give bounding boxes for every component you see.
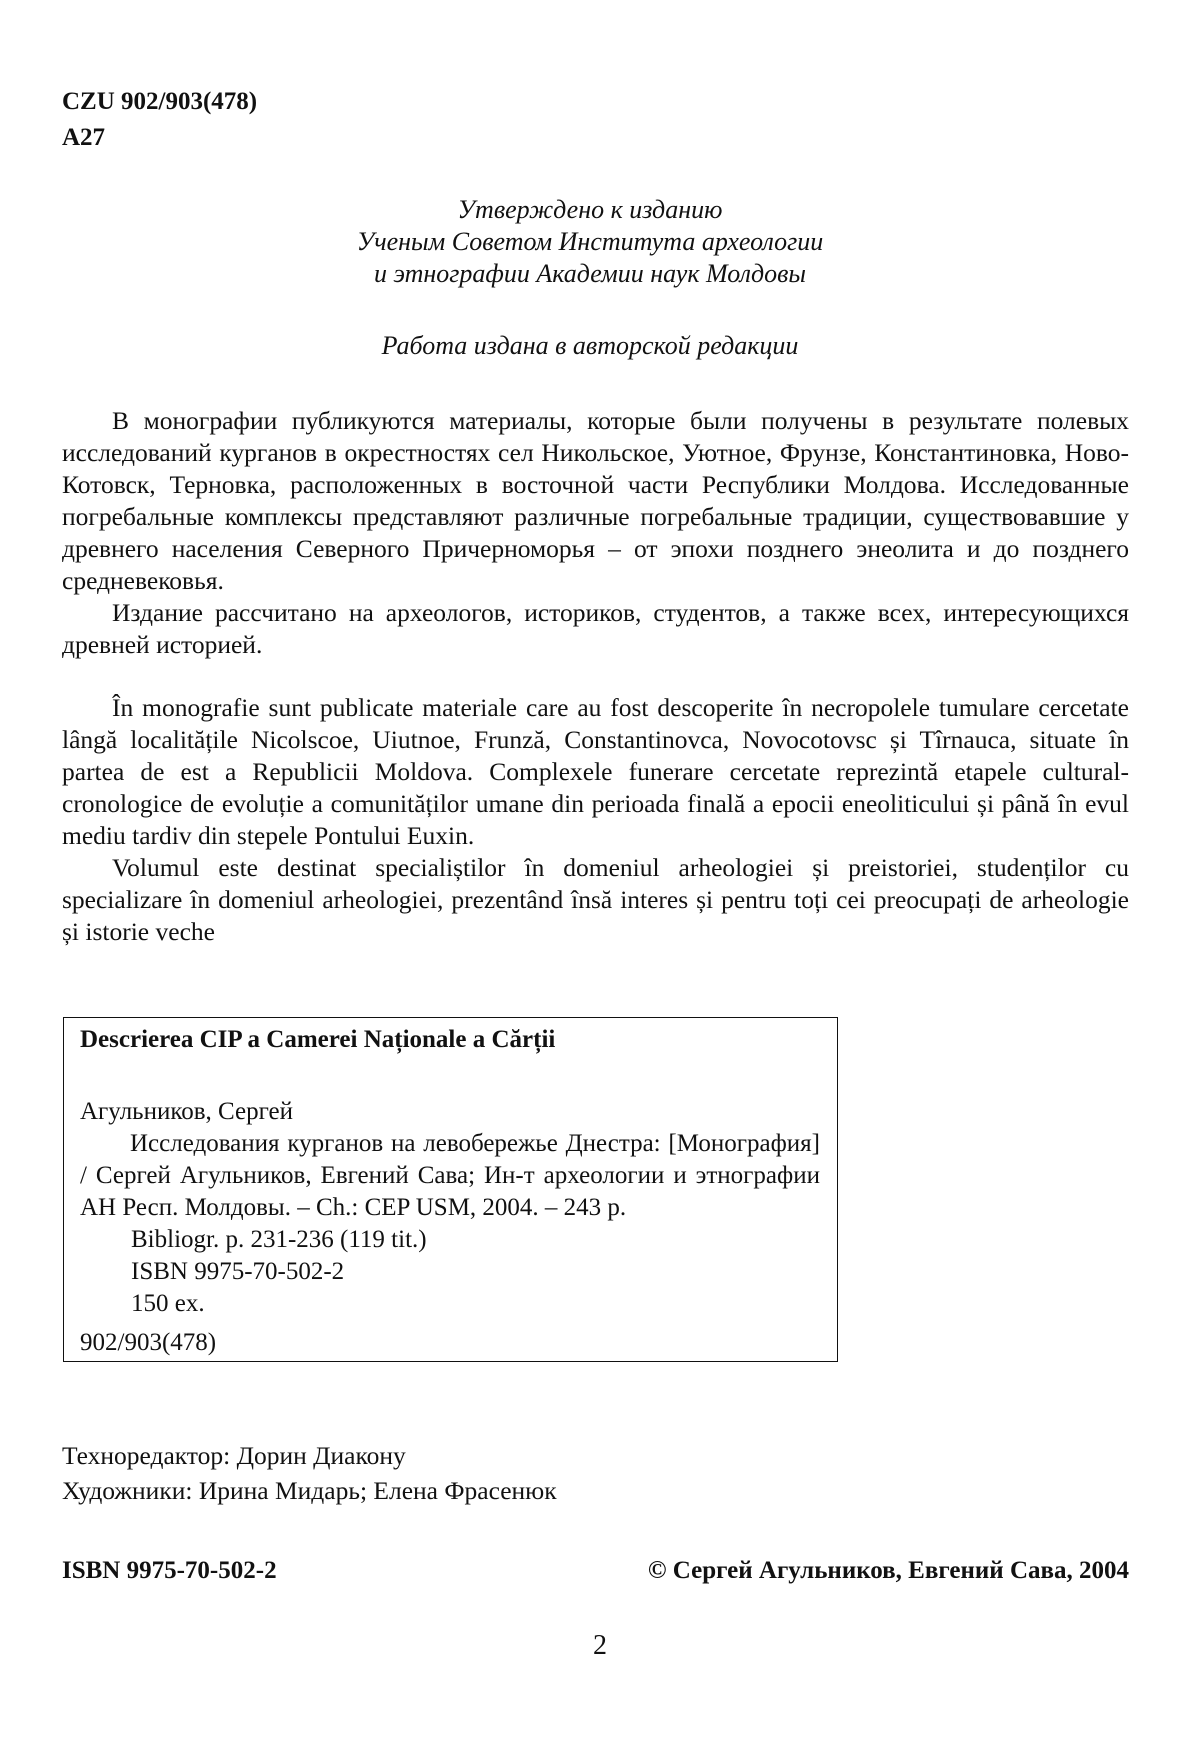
approval-line: Ученым Советом Института археологии xyxy=(356,227,824,256)
cip-isbn: ISBN 9975-70-502-2 xyxy=(131,1258,345,1285)
abstract-paragraph: Volumul este destinat specialiștilor în domeniul arheologiei și preistoriei, studenților cu specializare în domeniul arheologiei, prezentând însă interes și pentru toți cei preocupați de arheologie și istorie veche xyxy=(62,853,1129,946)
copyright-notice: © Сергей Агульников, Евгений Сава, 2004 xyxy=(647,1557,1129,1584)
abstract-paragraph: Издание рассчитано на археологов, историков, студентов, а также всех, интересующихся древней историей. xyxy=(62,598,1129,659)
abstract-paragraph: В монографии публикуются материалы, которые были получены в результате полевых исследований курганов в окрестностях сел Никольское, Уютное, Фрунзе, Константиновка, Ново-Котовск, Терновка, расположенных в восточной части Республики Молдова. Исследованные погребальные комплексы представляют различные погребальные традиции, существовавшие у древнего населения Северного Причерноморья – от эпохи позднего энеолита и до позднего средневековья. xyxy=(62,406,1129,595)
artists: Художники: Ирина Мидарь; Елена Фрасенюк xyxy=(62,1476,557,1505)
cip-copies: 150 ex. xyxy=(131,1290,205,1317)
abstract-russian xyxy=(62,405,1129,661)
classification-codes xyxy=(62,84,257,156)
cip-author: Агульников, Сергей xyxy=(80,1098,294,1125)
cip-box xyxy=(63,1017,838,1362)
tech-editor: Технoредактор: Дорин Диакону xyxy=(62,1441,406,1470)
abstract-paragraph: În monografie sunt publicate materiale care au fost descoperite în necropolele tumulare cercetate lângă localitățile Nicolscoe, Uiutnoe, Frunză, Constantinovca, Novocotovsc și Tîrnauca, situate în partea de est a Republicii Moldova. Complexele funerare cercetate reprezintă etapele cultural-cronologice de evoluție a comunităților umane din perioada finală a epocii eneoliticului și până în evul mediu tardiv din stepele Pontului Euxin. xyxy=(62,693,1129,850)
czu-code: CZU 902/903(478) xyxy=(62,88,258,115)
page-number: 2 xyxy=(593,1630,607,1661)
approval-statement xyxy=(230,194,950,290)
approval-line: Утверждено к изданию xyxy=(457,195,723,224)
cip-description: Исследования курганов на левобережье Днестра: [Монография] / Сергей Агульников, Евгений Сава; Ин-т археологии и этнографии АН Респ. Молдовы. – Ch.: CEP USM, 2004. – 243 p. xyxy=(80,1130,820,1221)
cip-title: Descrierea CIP a Camerei Naționale a Cărții xyxy=(80,1026,556,1053)
abstract-romanian xyxy=(62,692,1129,948)
credits xyxy=(62,1438,557,1508)
footer-isbn: ISBN 9975-70-502-2 xyxy=(62,1557,277,1584)
edition-note: Работа издана в авторской редакции xyxy=(381,331,799,360)
cip-bibliography: Bibliogr. p. 231-236 (119 tit.) xyxy=(131,1226,427,1253)
cip-udc: 902/903(478) xyxy=(80,1329,217,1356)
approval-line: и этнографии Академии наук Молдовы xyxy=(373,259,807,288)
author-mark-code: A27 xyxy=(62,124,106,151)
